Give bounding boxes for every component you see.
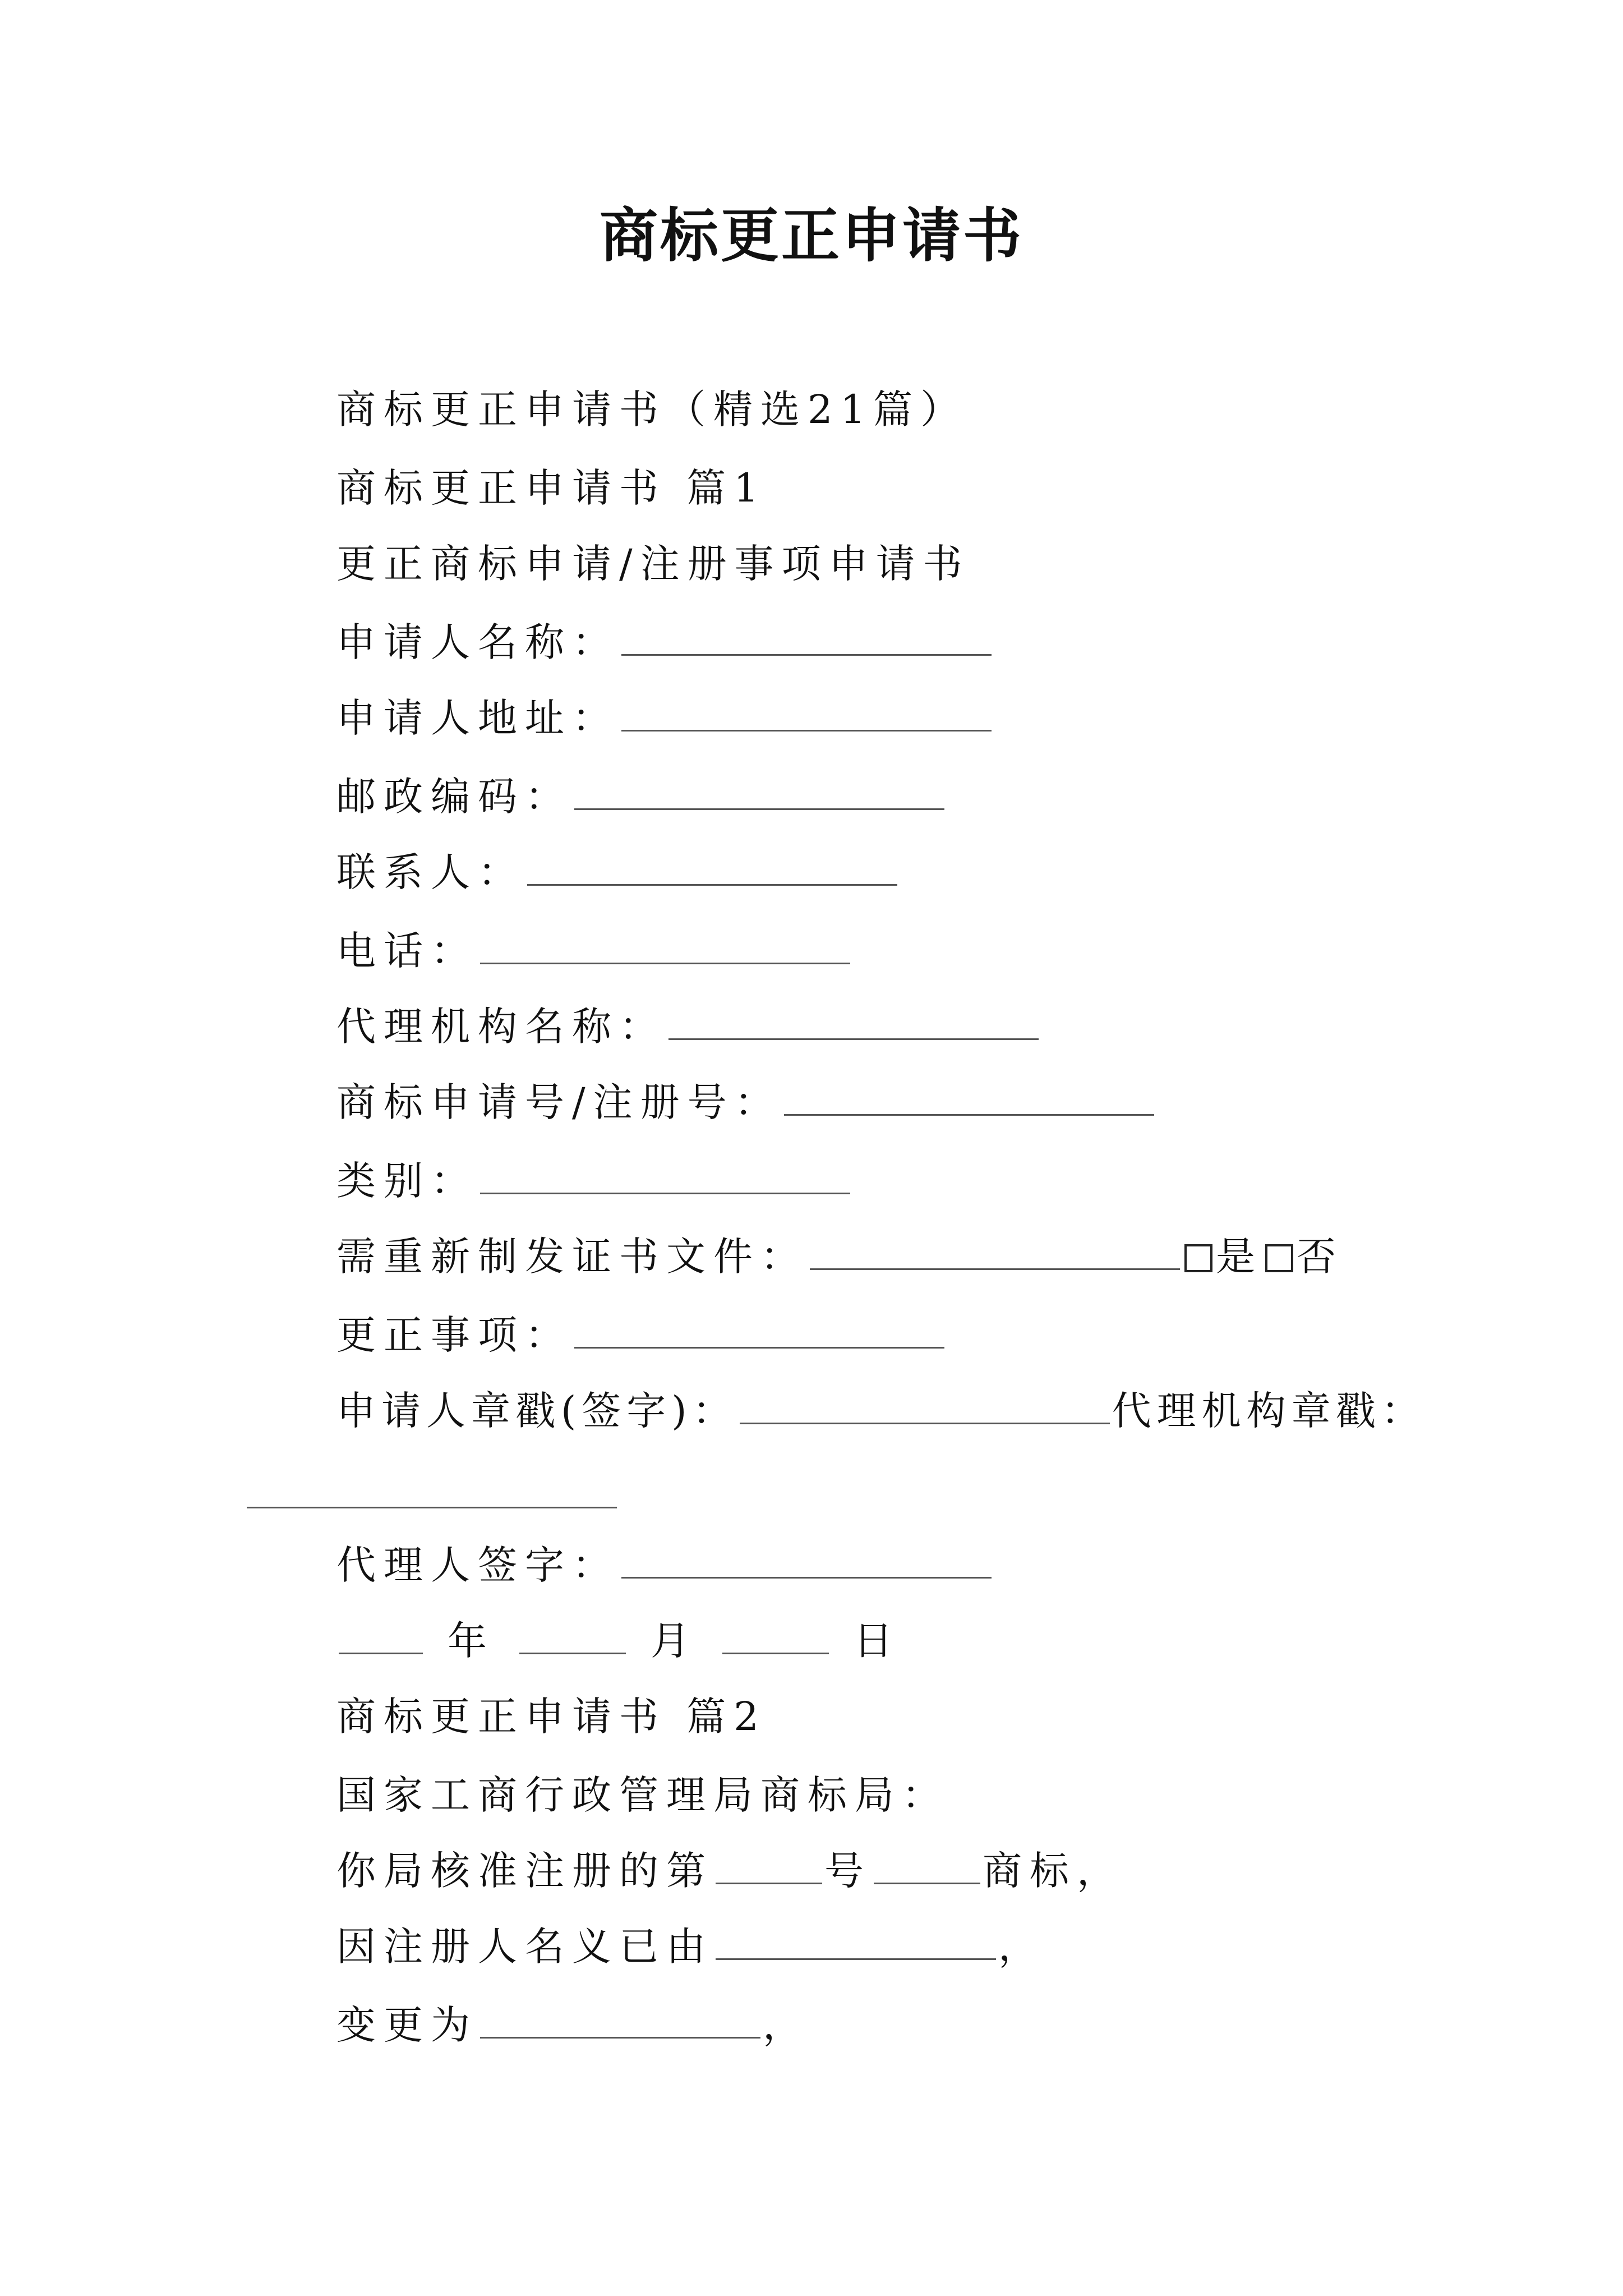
field-category xyxy=(336,1153,852,1209)
blank-reg-number[interactable] xyxy=(716,1846,822,1884)
label-agency-name: 代理机构名称： xyxy=(336,1004,666,1050)
field-agent-signature xyxy=(336,1537,994,1593)
blank-day[interactable] xyxy=(722,1616,829,1654)
blank-applicant-seal[interactable] xyxy=(740,1386,1110,1424)
label-month: 月 xyxy=(651,1618,698,1664)
label-correction-items: 更正事项： xyxy=(336,1312,572,1358)
blank-phone[interactable] xyxy=(480,926,850,964)
field-applicant-address xyxy=(336,690,994,746)
text-p2-b: ， xyxy=(998,1924,1045,1970)
text-p3-b: ， xyxy=(763,2002,810,2048)
label-phone: 电话： xyxy=(336,928,478,974)
blank-reissue[interactable] xyxy=(810,1231,1180,1270)
field-app-reg-no xyxy=(336,1074,1156,1130)
blank-app-reg-no[interactable] xyxy=(784,1077,1154,1116)
label-agent-signature: 代理人签字： xyxy=(336,1542,619,1588)
paragraph-reg-number xyxy=(336,1843,1124,1899)
label-applicant-address: 申请人地址： xyxy=(336,695,619,741)
field-seals xyxy=(336,1383,1426,1439)
addressee: 国家工商行政管理局商标局： xyxy=(336,1772,949,1818)
text-p1-a: 你局核准注册的第 xyxy=(336,1848,713,1894)
heading-part-1: 商标更正申请书 篇1 xyxy=(336,465,767,511)
checkbox-yes[interactable] xyxy=(1184,1244,1212,1272)
label-agency-seal: 代理机构章戳： xyxy=(1112,1388,1426,1434)
heading-part-2: 商标更正申请书 篇2 xyxy=(336,1694,767,1740)
blank-year[interactable] xyxy=(339,1616,423,1654)
blank-postal-code[interactable] xyxy=(574,771,944,810)
label-year: 年 xyxy=(448,1618,495,1664)
option-no-label: 否 xyxy=(1297,1234,1344,1280)
field-contact xyxy=(336,844,900,900)
text-p1-c: 商标， xyxy=(983,1848,1124,1894)
paragraph-original-name xyxy=(336,1918,1045,1975)
blank-original-name[interactable] xyxy=(716,1921,996,1960)
label-app-reg-no: 商标申请号/注册号： xyxy=(336,1079,782,1125)
blank-agent-signature[interactable] xyxy=(621,1540,992,1579)
label-reissue: 需重新制发证书文件： xyxy=(336,1234,808,1280)
document-title: 商标更正申请书 xyxy=(599,201,1023,270)
heading-collection: 商标更正申请书（精选21篇） xyxy=(336,386,968,432)
text-p1-b: 号 xyxy=(824,1848,872,1894)
field-postal-code xyxy=(336,769,947,825)
blank-category[interactable] xyxy=(480,1156,850,1194)
paragraph-new-name xyxy=(336,1997,810,2053)
label-postal-code: 邮政编码： xyxy=(336,774,572,820)
text-p3-a: 变更为 xyxy=(336,2002,478,2048)
blank-new-name[interactable] xyxy=(480,2000,760,2039)
label-category: 类别： xyxy=(336,1158,478,1204)
blank-trademark[interactable] xyxy=(874,1846,980,1884)
blank-agency-seal[interactable] xyxy=(247,1470,617,1508)
field-phone xyxy=(336,923,852,979)
blank-month[interactable] xyxy=(519,1616,626,1654)
label-applicant-name: 申请人名称： xyxy=(336,619,619,665)
blank-correction-items[interactable] xyxy=(574,1310,944,1349)
label-applicant-seal: 申请人章戳(签字)： xyxy=(336,1388,737,1434)
label-day: 日 xyxy=(854,1618,901,1664)
field-agency-name xyxy=(336,999,1041,1055)
field-reissue xyxy=(336,1228,1344,1285)
blank-contact[interactable] xyxy=(527,847,897,886)
blank-applicant-name[interactable] xyxy=(621,617,992,656)
field-applicant-name xyxy=(336,614,994,670)
blank-applicant-address[interactable] xyxy=(621,693,992,731)
form-subtitle: 更正商标申请/注册事项申请书 xyxy=(336,541,970,587)
text-p2-a: 因注册人名义已由 xyxy=(336,1924,713,1970)
field-correction-items xyxy=(336,1307,947,1363)
field-date xyxy=(336,1613,901,1669)
option-yes-label: 是 xyxy=(1216,1234,1263,1280)
label-contact: 联系人： xyxy=(336,849,525,895)
checkbox-no[interactable] xyxy=(1265,1244,1293,1272)
blank-agency-name[interactable] xyxy=(668,1001,1039,1040)
